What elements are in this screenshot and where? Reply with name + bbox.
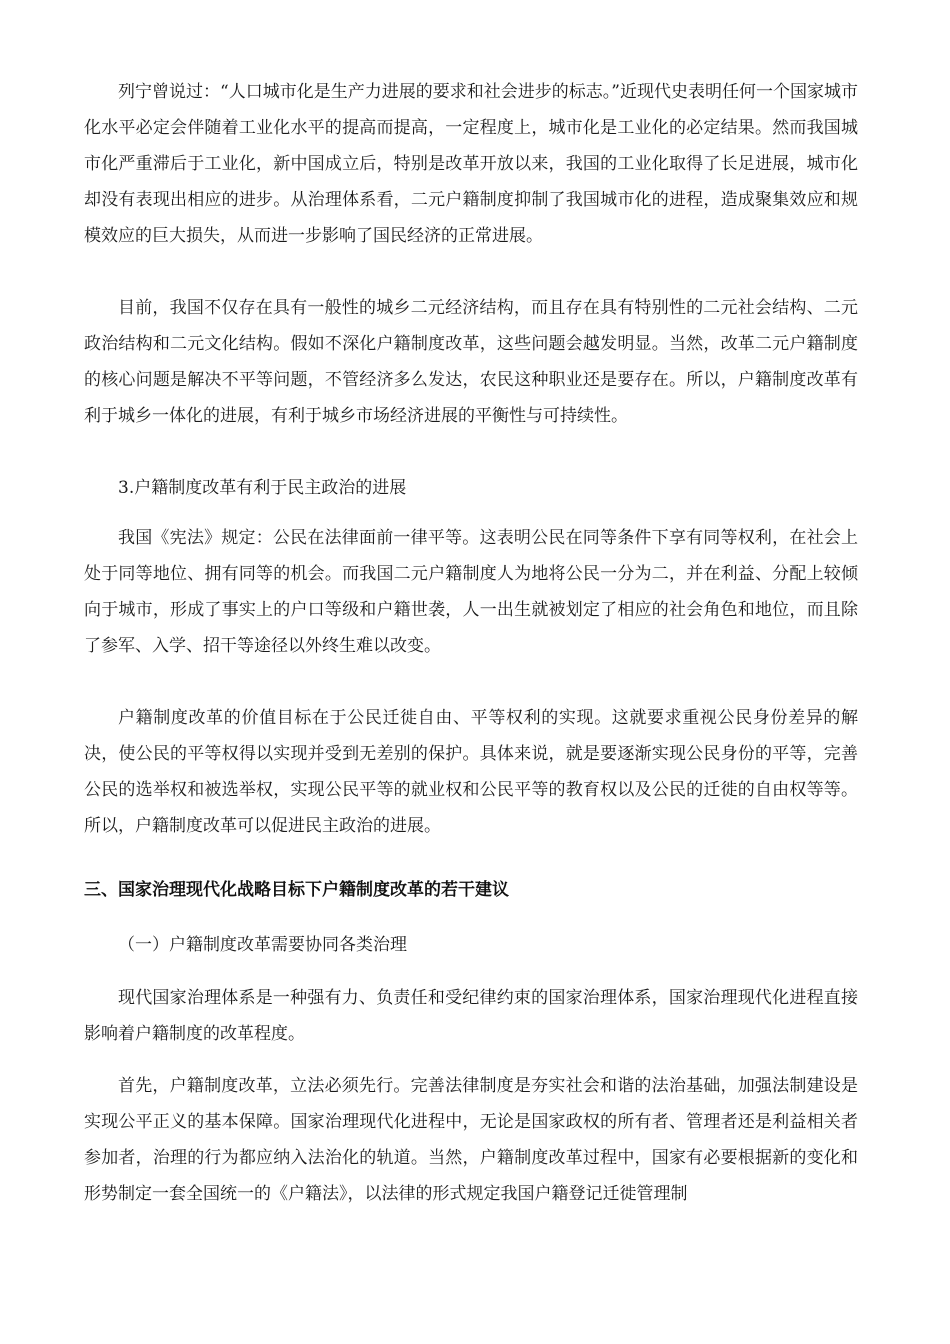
paragraph-governance-system: 现代国家治理体系是一种强有力、负责任和受纪律约束的国家治理体系，国家治理现代化进程直接影响着户籍制度的改革程度。 bbox=[84, 988, 858, 1044]
subsection-title: （一）户籍制度改革需要协同各类治理 bbox=[118, 935, 407, 955]
heading-democratic-politics: 3.户籍制度改革有利于民主政治的进展 bbox=[118, 478, 407, 498]
paragraph-constitution: 我国《宪法》规定：公民在法律面前一律平等。这表明公民在同等条件下享有同等权利，在社会上处于同等地位、拥有同等的机会。而我国二元户籍制度人为地将公民一分为二，并在利益、分配上较倾向于城市，形成了事实上的户口等级和户籍世袭，人一出生就被划定了相应的社会角色和地位，而且除了参军、入学、招干等途径以外终生难以改变。 bbox=[84, 528, 858, 656]
section-title: 三、国家治理现代化战略目标下户籍制度改革的若干建议 bbox=[84, 880, 509, 900]
paragraph-urbanization: 列宁曾说过：“人口城市化是生产力进展的要求和社会进步的标志。”近现代史表明任何一个国家城市化水平必定会伴随着工业化水平的提高而提高，一定程度上，城市化是工业化的必定结果。然而我国城市化严重滞后于工业化，新中国成立后，特别是改革开放以来，我国的工业化取得了长足进展，城市化却没有表现出相应的进步。从治理体系看，二元户籍制度抑制了我国城市化的进程，造成聚集效应和规模效应的巨大损失，从而进一步影响了国民经济的正常进展。 bbox=[84, 82, 858, 246]
paragraph-legislation: 首先，户籍制度改革，立法必须先行。完善法律制度是夯实社会和谐的法治基础，加强法制建设是实现公平正义的基本保障。国家治理现代化进程中，无论是国家政权的所有者、管理者还是利益相关者参加者，治理的行为都应纳入法治化的轨道。当然，户籍制度改革过程中，国家有必要根据新的变化和形势制定一套全国统一的《户籍法》，以法律的形式规定我国户籍登记迁徙管理制 bbox=[84, 1076, 858, 1204]
paragraph-value-goal: 户籍制度改革的价值目标在于公民迁徙自由、平等权利的实现。这就要求重视公民身份差异的解决，使公民的平等权得以实现并受到无差别的保护。具体来说，就是要逐渐实现公民身份的平等，完善公民的选举权和被选举权，实现公民平等的就业权和公民平等的教育权以及公民的迁徙的自由权等等。所以，户籍制度改革可以促进民主政治的进展。 bbox=[84, 708, 858, 836]
paragraph-dual-structure: 目前，我国不仅存在具有一般性的城乡二元经济结构，而且存在具有特别性的二元社会结构、二元政治结构和二元文化结构。假如不深化户籍制度改革，这些问题会越发明显。当然，改革二元户籍制度的核心问题是解决不平等问题，不管经济多么发达，农民这种职业还是要存在。所以，户籍制度改革有利于城乡一体化的进展，有利于城乡市场经济进展的平衡性与可持续性。 bbox=[84, 298, 858, 426]
